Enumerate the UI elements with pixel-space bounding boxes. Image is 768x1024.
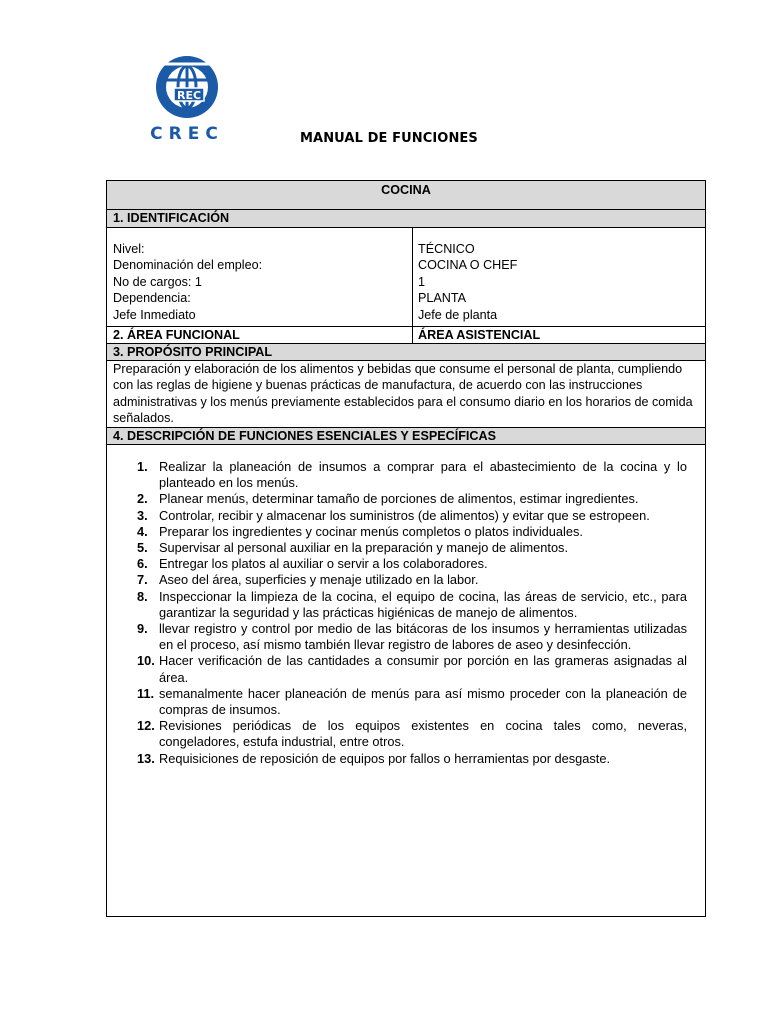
list-item: 4. Preparar los ingredientes y cocinar menús completos o platos individuales. [137, 523, 583, 539]
field-labels [107, 228, 413, 326]
field-label: Jefe Inmediato [113, 307, 196, 322]
area-funcional-label: 2. ÁREA FUNCIONAL [107, 327, 413, 343]
logo-badge-text: REC [176, 89, 202, 102]
area-funcional-value: ÁREA ASISTENCIAL [418, 328, 541, 342]
field-value: TÉCNICO [418, 242, 475, 256]
field-value: 1 [418, 274, 426, 289]
field-label: No de cargos: 1 [113, 274, 202, 289]
document-title: MANUAL DE FUNCIONES [300, 131, 478, 146]
field-value: COCINA O CHEF [418, 258, 518, 273]
funciones-section [107, 445, 705, 916]
list-item: 1. Realizar la planeación de insumos a comprar para el abastecimiento de la cocina y lo planteado en los menús. [137, 459, 687, 491]
field-value: PLANTA [418, 291, 467, 306]
list-item: 12. Revisiones periódicas de los equipos existentes en cocina tales como, neveras, congeladores, estufa industrial, entre otros. [137, 718, 687, 750]
field-label: Nivel: [113, 242, 145, 256]
list-item: 2. Planear menús, determinar tamaño de porciones de alimentos, estimar ingredientes. [137, 491, 639, 507]
job-description-form [106, 180, 706, 917]
list-item: 3. Controlar, recibir y almacenar los suministros (de alimentos) y evitar que se estropeen. [137, 507, 650, 523]
field-values [413, 228, 705, 326]
list-item: 13. Requisiciones de reposición de equipos por fallos o herramientas por desgaste. [137, 750, 611, 766]
list-item: 10. Hacer verificación de las cantidades a consumir por porción en las grameras asignadas al área. [137, 653, 687, 685]
field-label: Denominación del empleo: [113, 258, 263, 273]
area-funcional-row [107, 327, 705, 344]
funciones-list [131, 459, 687, 767]
identificacion-header: 1. IDENTIFICACIÓN [107, 210, 705, 228]
list-item: 7. Aseo del área, superficies y menaje utilizado en la labor. [137, 572, 479, 588]
identificacion-fields [107, 228, 705, 327]
list-item: 6. Entregar los platos al auxiliar o servir a los colaboradores. [137, 556, 488, 572]
logo-text: CREC [150, 124, 224, 144]
list-item: 5. Supervisar al personal auxiliar en la preparación y manejo de alimentos. [137, 540, 569, 556]
proposito-text: Preparación y elaboración de los alimentos y bebidas que consume el personal de planta, cumpliendo con las reglas de higiene y buenas prácticas de manufactura, de acuerdo con las instrucciones administrativas y los menús previamente establecidos para el consumo diario en los horarios de comida señalados. [107, 361, 705, 428]
list-item: 11. semanalmente hacer planeación de menús para así mismo proceder con la planeación de compras de insumos. [137, 685, 687, 718]
globe-logo-icon [134, 54, 240, 124]
funciones-header: 4. DESCRIPCIÓN DE FUNCIONES ESENCIALES Y ESPECÍFICAS [107, 428, 705, 445]
field-label: Dependencia: [113, 291, 191, 306]
list-item: 9. llevar registro y control por medio de las bitácoras de los insumos y herramientas utilizadas en el proceso, así mismo también llevar registro de labores de aseo y desinfección. [137, 621, 687, 653]
company-logo [134, 54, 240, 146]
section-header: COCINA [107, 181, 705, 210]
field-value: Jefe de planta [418, 307, 498, 322]
proposito-header: 3. PROPÓSITO PRINCIPAL [107, 344, 705, 361]
list-item: 8. Inspeccionar la limpieza de la cocina, el equipo de cocina, las áreas de servicio, etc., para garantizar la seguridad y las prácticas higiénicas de manejo de alimentos. [137, 588, 687, 620]
